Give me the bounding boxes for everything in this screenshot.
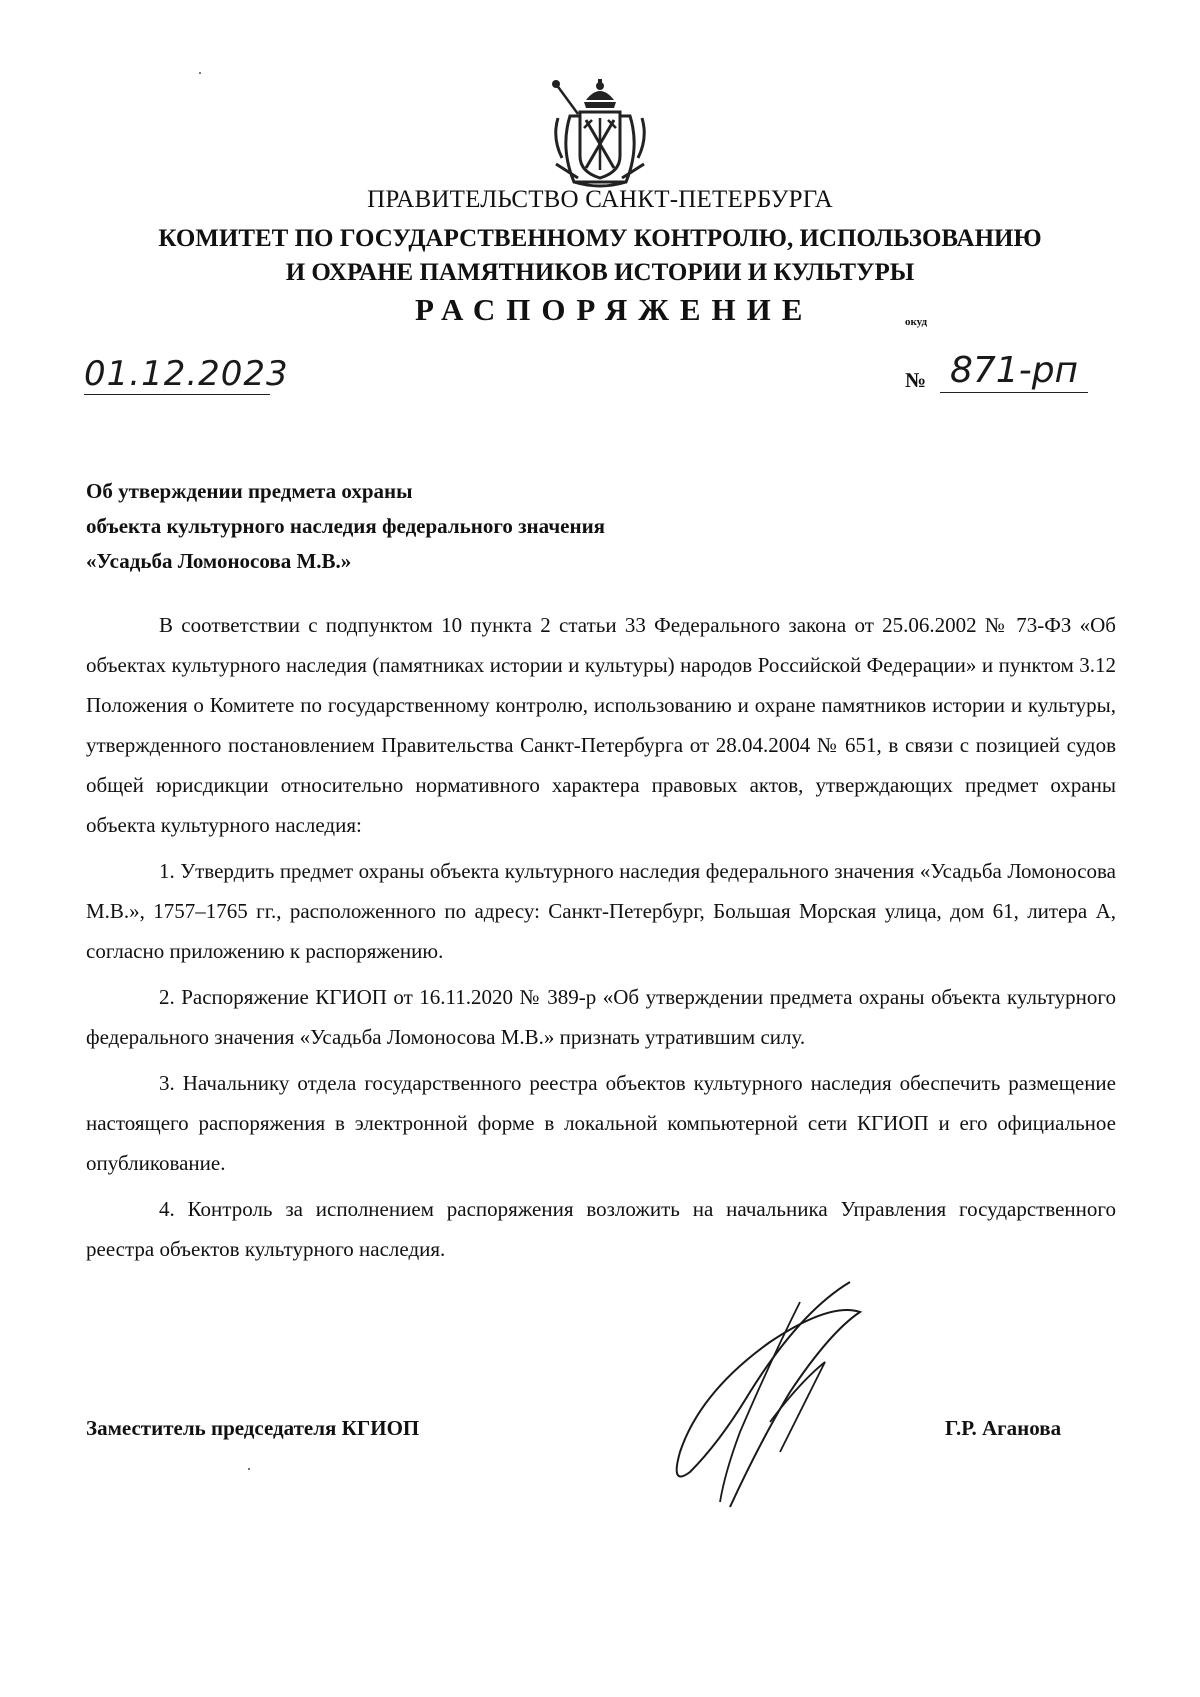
signatory-name: Г.Р. Аганова [945, 1416, 1062, 1440]
preamble-paragraph: В соответствии с подпунктом 10 пункта 2 статьи 33 Федерального закона от 25.06.2002 № 73-ФЗ «Об объектах культурного наследия (памятниках истории и культуры) народов Российской Федерации» и пунктом 3.12 Положения о Комитете по государственному контролю, использованию и охране памятников истории и культуры, утвержденного постановлением Правительства Санкт-Петербурга от 28.04.2004 № 651, в связи с позицией судов общей юрисдикции относительно нормативного характера правовых актов, утверждающих предмет охраны объекта культурного наследия: [86, 613, 1116, 837]
st-petersburg-coat-of-arms-icon [548, 78, 652, 190]
okud-label: окуд [905, 316, 928, 328]
item-2-paragraph: 2. Распоряжение КГИОП от 16.11.2020 № 389-р «Об утверждении предмета охраны объекта культурного федерального значения «Усадьба Ломоносова М.В.» признать утратившим силу. [86, 985, 1116, 1049]
document-number: 871-рп [940, 350, 1088, 393]
scan-speck [248, 1468, 250, 1470]
committee-heading-line2: И ОХРАНЕ ПАМЯТНИКОВ ИСТОРИИ И КУЛЬТУРЫ [285, 259, 915, 286]
subject-line1: Об утверждении предмета охраны [86, 479, 413, 503]
number-sign: № [905, 368, 927, 392]
subject-line2: объекта культурного наследия федерального значения [86, 514, 606, 538]
item-3-paragraph: 3. Начальнику отдела государственного реестра объектов культурного наследия обеспечить размещение настоящего распоряжения в электронной форме в локальной компьютерной сети КГИОП и его официальное опубликование. [86, 1071, 1116, 1175]
handwritten-signature-icon [650, 1272, 910, 1522]
document-subject [86, 474, 605, 579]
committee-heading-line1: КОМИТЕТ ПО ГОСУДАРСТВЕННОМУ КОНТРОЛЮ, ИСПОЛЬЗОВАНИЮ [158, 225, 1042, 252]
subject-line3: «Усадьба Ломоносова М.В.» [86, 549, 352, 573]
document-type-title: РАСПОРЯЖЕНИЕ [415, 292, 814, 327]
document-body [86, 605, 1116, 1275]
government-heading: ПРАВИТЕЛЬСТВО САНКТ-ПЕТЕРБУРГА [367, 186, 833, 213]
document-date: 01.12.2023 [84, 354, 289, 394]
signatory-position: Заместитель председателя КГИОП [86, 1416, 420, 1440]
item-1-paragraph: 1. Утвердить предмет охраны объекта культурного наследия федерального значения «Усадьба Ломоносова М.В.», 1757–1765 гг., расположенного по адресу: Санкт-Петербург, Большая Морская улица, дом 61, литера А, согласно приложению к распоряжению. [86, 859, 1116, 963]
scan-speck [199, 72, 201, 74]
item-4-paragraph: 4. Контроль за исполнением распоряжения возложить на начальника Управления государственного реестра объектов культурного наследия. [86, 1197, 1116, 1261]
committee-heading [0, 222, 1200, 290]
